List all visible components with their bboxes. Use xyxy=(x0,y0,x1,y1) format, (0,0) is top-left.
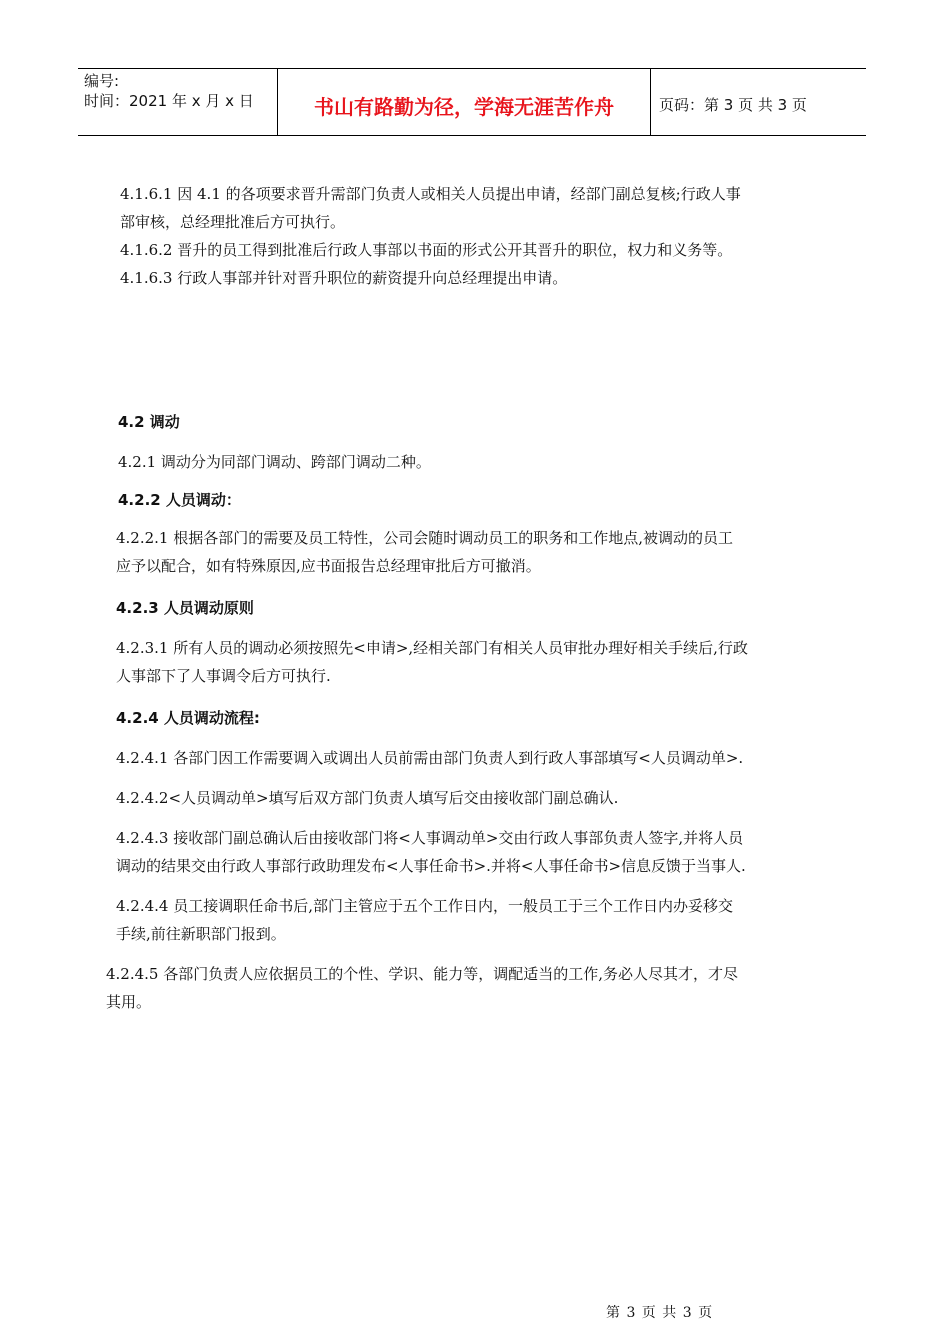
para-421: 4.2.1 调动分为同部门调动、跨部门调动二种。 xyxy=(118,453,431,471)
page-label: 页码：第 3 页 共 3 页 xyxy=(659,95,807,114)
para-4161-line2: 部审核，总经理批准后方可执行。 xyxy=(120,213,346,231)
heading-4-2: 4.2 调动 xyxy=(118,413,180,431)
para-4244-line2: 手续,前往新职部门报到。 xyxy=(116,925,286,943)
doc-number-label: 编号: xyxy=(84,72,120,90)
header-motto xyxy=(278,69,651,135)
para-4163: 4.1.6.3 行政人事部并针对晋升职位的薪资提升向总经理提出申请。 xyxy=(120,269,568,287)
header-meta xyxy=(78,69,278,135)
page-footer xyxy=(606,1302,713,1322)
para-4162: 4.1.6.2 晋升的员工得到批准后行政人事部以书面的形式公开其晋升的职位，权力和义务等。 xyxy=(120,241,733,259)
para-4245-line2: 其用。 xyxy=(106,993,152,1011)
para-4241: 4.2.4.1 各部门因工作需要调入或调出人员前需由部门负责人到行政人事部填写<人员调动单>. xyxy=(116,749,744,767)
para-4244-line1: 4.2.4.4 员工接调职任命书后,部门主管应于五个工作日内，一般员工于三个工作日内办妥移交 xyxy=(116,897,734,915)
para-4221-line1: 4.2.2.1 根据各部门的需要及员工特性，公司会随时调动员工的职务和工作地点,被调动的员工 xyxy=(116,529,734,547)
para-4221-line2: 应予以配合，如有特殊原因,应书面报告总经理审批后方可撤消。 xyxy=(116,557,541,575)
para-4243-line2: 调动的结果交由行政人事部行政助理发布<人事任命书>.并将<人事任命书>信息反馈于当事人. xyxy=(116,857,746,875)
heading-4-2-2: 4.2.2 人员调动： xyxy=(118,491,241,509)
spacer xyxy=(106,292,850,408)
para-4245-line1: 4.2.4.5 各部门负责人应依据员工的个性、学识、能力等，调配适当的工作,务必人尽其才，才尽 xyxy=(106,965,739,983)
heading-4-2-4: 4.2.4 人员调动流程: xyxy=(116,709,260,727)
para-4161 xyxy=(106,180,850,208)
footer-page-number: 第 3 页 共 3 页 xyxy=(606,1305,714,1321)
document-header xyxy=(78,68,866,136)
header-page-info xyxy=(651,69,866,135)
para-4231-line1: 4.2.3.1 所有人员的调动必须按照先<申请>,经相关部门有相关人员审批办理好相关手续后,行政 xyxy=(116,639,748,657)
para-4243-line1: 4.2.4.3 接收部门副总确认后由接收部门将<人事调动单>交由行政人事部负责人签字,并将人员 xyxy=(116,829,744,847)
doc-date-label: 时间：2021 年 x 月 x 日 xyxy=(84,92,254,110)
para-4161-line1: 4.1.6.1 因 4.1 的各项要求晋升需部门负责人或相关人员提出申请，经部门副总复核;行政人事 xyxy=(120,185,741,203)
document-body xyxy=(106,180,850,1016)
para-4242: 4.2.4.2<人员调动单>填写后双方部门负责人填写后交由接收部门副总确认. xyxy=(116,789,619,807)
heading-4-2-3: 4.2.3 人员调动原则 xyxy=(116,599,254,617)
motto-text: 书山有路勤为径，学海无涯苦作舟 xyxy=(314,94,614,119)
para-4231-line2: 人事部下了人事调令后方可执行. xyxy=(116,667,331,685)
